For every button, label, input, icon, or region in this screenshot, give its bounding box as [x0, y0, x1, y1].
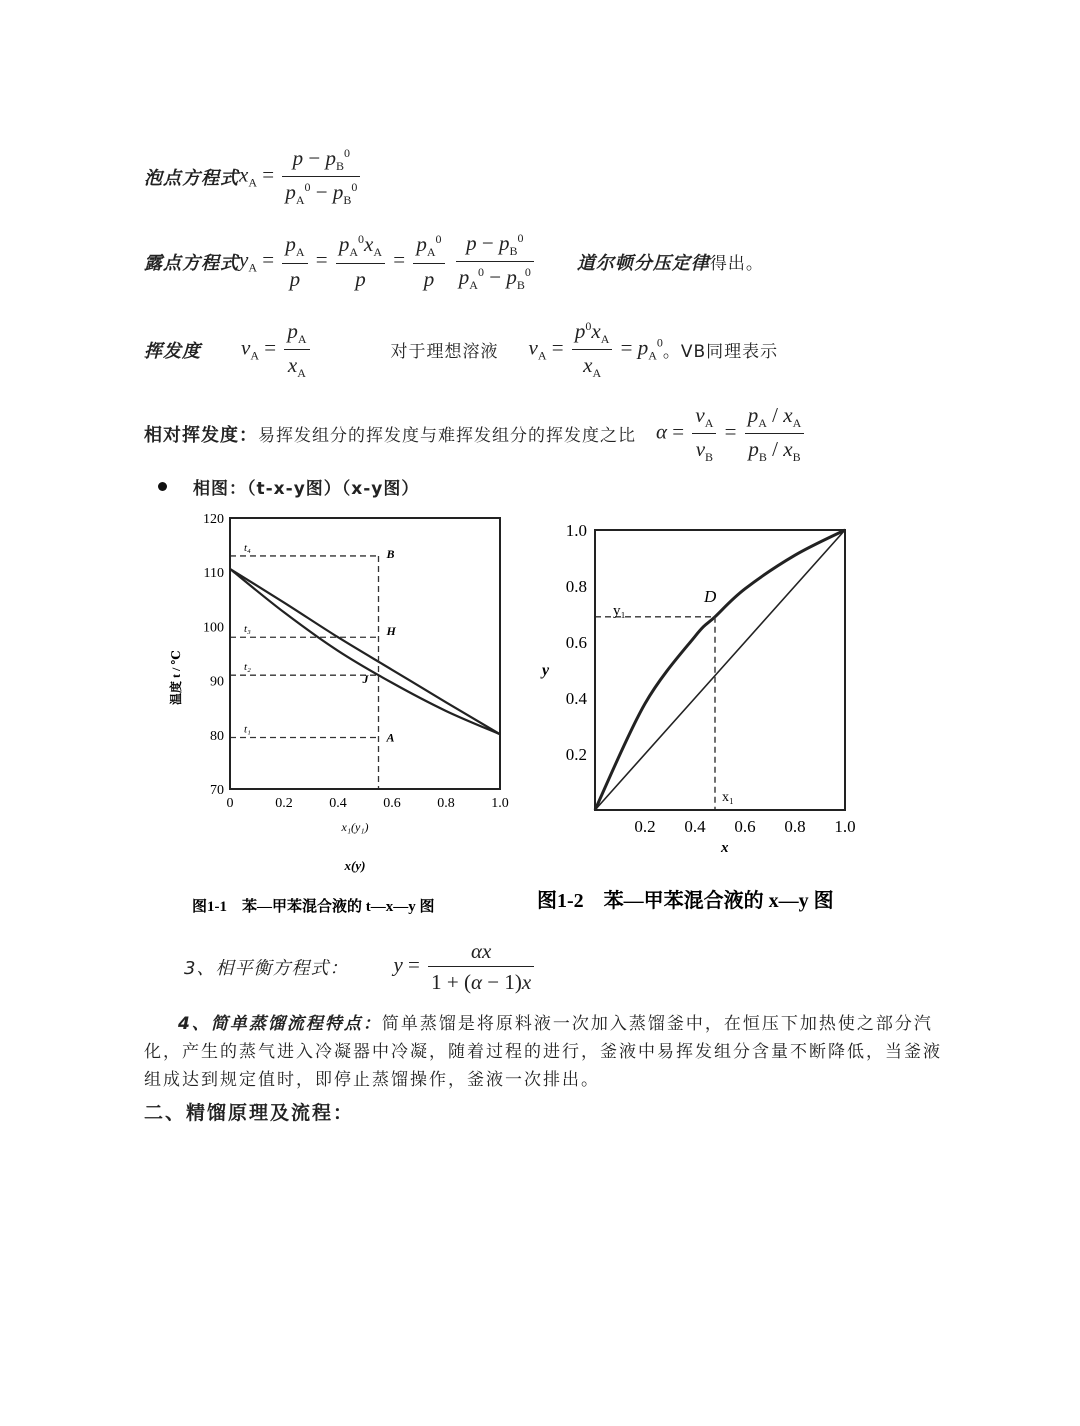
- figure-txy: [150, 500, 530, 925]
- fig1-curves: [230, 569, 500, 734]
- fig2-y1-label: y₁: [613, 603, 626, 619]
- fig2-dashed-guides: [595, 617, 715, 810]
- fig1-y-tick: 80: [210, 728, 224, 744]
- fig2-ylabel: y: [542, 662, 550, 679]
- section2-heading: 二、精馏原理及流程：: [144, 1102, 355, 1124]
- fig2-curves: [595, 530, 845, 810]
- fig2-y-tick: 0.4: [565, 689, 587, 708]
- fig2-x-tick: 0.6: [734, 817, 756, 836]
- fig1-xlabel-top: x₁(y₁): [341, 820, 369, 834]
- fig1-x-tick: 0.8: [437, 796, 455, 811]
- fig1-x-tick-labels: [227, 796, 509, 811]
- fig2-x-tick: 0.2: [634, 817, 656, 836]
- dew-point-formula: $y_A$ = $\frac{p_A}{p}$ = $\frac{p_A^0x_A}{p}$ = $\frac{p_A^0}{p}$ $\frac{p - p_B^0}{p_A^0 - p_B^0}$: [239, 230, 537, 293]
- fig2-x-tick-labels: [634, 817, 855, 836]
- section4-text: 简单蒸馏是将原料液一次加入蒸馏釜中，在恒压下加热使之部分汽化，产生的蒸气进入冷凝器中冷凝，随着过程的进行，釜液中易挥发组分含量不断降低，当釜液组成达到规定值时，即停止蒸馏操作，釜液一次排出。: [144, 1014, 942, 1090]
- fig2-y-tick: 0.6: [565, 633, 587, 652]
- fig1-point-label: A: [386, 730, 395, 745]
- phase-diagram-heading: [158, 474, 419, 499]
- ideal-solution-text: 对于理想溶液: [390, 342, 499, 363]
- figure-xy: [525, 505, 890, 920]
- fig1-y-tick: 90: [210, 674, 224, 690]
- relative-volatility: [144, 402, 807, 465]
- fig1-point-label: J: [362, 672, 369, 687]
- equilibrium-formula: y = $\frac{\alpha x}{1 + (\alpha - 1)x}$: [393, 938, 537, 996]
- bubble-point-label: 泡点方程式: [144, 167, 239, 189]
- section3: [184, 938, 537, 996]
- phase-heading-text: 相图：（t-x-y图）（x-y图）: [193, 479, 420, 499]
- fig1-t-label: t₃: [244, 623, 251, 636]
- fig1-t-label: t₁: [244, 723, 251, 736]
- fig1-point-label: H: [386, 624, 396, 639]
- fig1-dew-curve: [230, 569, 500, 734]
- fig1-annotations: [244, 542, 397, 745]
- bullet-icon: [158, 482, 167, 491]
- section4-paragraph: [144, 1010, 944, 1094]
- fig2-point-d: D: [704, 587, 717, 606]
- fig1-caption: 图1-1 苯—甲苯混合液的 t—x—y 图: [192, 899, 435, 915]
- bubble-point-formula: $x_A$ = $\frac{p - p_B^0}{p_A^0 - p_B^0}$: [239, 145, 363, 208]
- fig1-x-tick: 1.0: [491, 796, 509, 811]
- fig1-xlabel: x(y): [344, 858, 366, 873]
- fig2-x1-label: x₁: [722, 790, 734, 805]
- dalton-law-note: 道尔顿分压定律: [576, 252, 710, 274]
- fig2-y-tick: 0.8: [565, 577, 587, 596]
- fig2-y-tick: 1.0: [565, 521, 587, 540]
- dew-point-label: 露点方程式: [144, 252, 239, 274]
- fig1-x-tick: 0.2: [275, 796, 293, 811]
- volatility-formula: $v_A$ = $\frac{p_A}{x_A}$: [241, 318, 313, 381]
- fig1-y-tick-labels: [203, 512, 224, 798]
- relative-volatility-label: 相对挥发度：: [144, 424, 258, 446]
- fig1-point-label: B: [386, 546, 395, 561]
- fig1-y-tick: 100: [203, 620, 224, 636]
- fig1-t-label: t₂: [244, 661, 251, 674]
- relative-volatility-text: 易挥发组分的挥发度与难挥发组分的挥发度之比: [258, 426, 636, 447]
- fig2-x-tick: 1.0: [834, 817, 856, 836]
- dalton-law-tail: 得出。: [709, 254, 764, 275]
- ideal-solution-tail: 。VB同理表示: [662, 342, 779, 363]
- section4-label: 4、简单蒸馏流程特点：: [178, 1014, 382, 1034]
- volatility-equation: [144, 318, 778, 381]
- fig2-x-tick: 0.8: [784, 817, 806, 836]
- fig1-y-tick: 120: [203, 512, 224, 527]
- bubble-point-equation: [144, 145, 363, 208]
- fig1-dashed-guides: [230, 556, 379, 789]
- fig1-x-tick: 0: [226, 796, 234, 811]
- fig1-t-label: t₄: [244, 541, 251, 554]
- fig1-ylabel: 温度 t / ℃: [169, 650, 183, 705]
- section3-label: 3、相平衡方程式：: [184, 957, 349, 979]
- volatility-label: 挥发度: [144, 340, 201, 362]
- fig2-x-tick: 0.4: [684, 817, 706, 836]
- ideal-volatility-formula: $v_A$ = $\frac{p^0x_A}{x_A}$ = $p_A^0$: [528, 319, 663, 381]
- fig2-y-tick-labels: [566, 521, 588, 764]
- fig2-diagonal-line: [595, 530, 845, 810]
- fig1-x-tick: 0.6: [383, 796, 401, 811]
- fig1-y-tick: 110: [203, 566, 224, 582]
- fig2-xlabel: x: [721, 840, 729, 856]
- relative-volatility-formula: α = $\frac{v_A}{v_B}$ = $\frac{p_A / x_A}{p_B / x_B}$: [656, 402, 807, 465]
- fig1-x-tick: 0.4: [329, 796, 347, 811]
- fig2-y-tick: 0.2: [565, 745, 587, 764]
- fig2-caption: 图1-2 苯—甲苯混合液的 x—y 图: [537, 890, 834, 912]
- fig1-y-tick: 70: [210, 783, 224, 798]
- dew-point-equation: [144, 230, 764, 293]
